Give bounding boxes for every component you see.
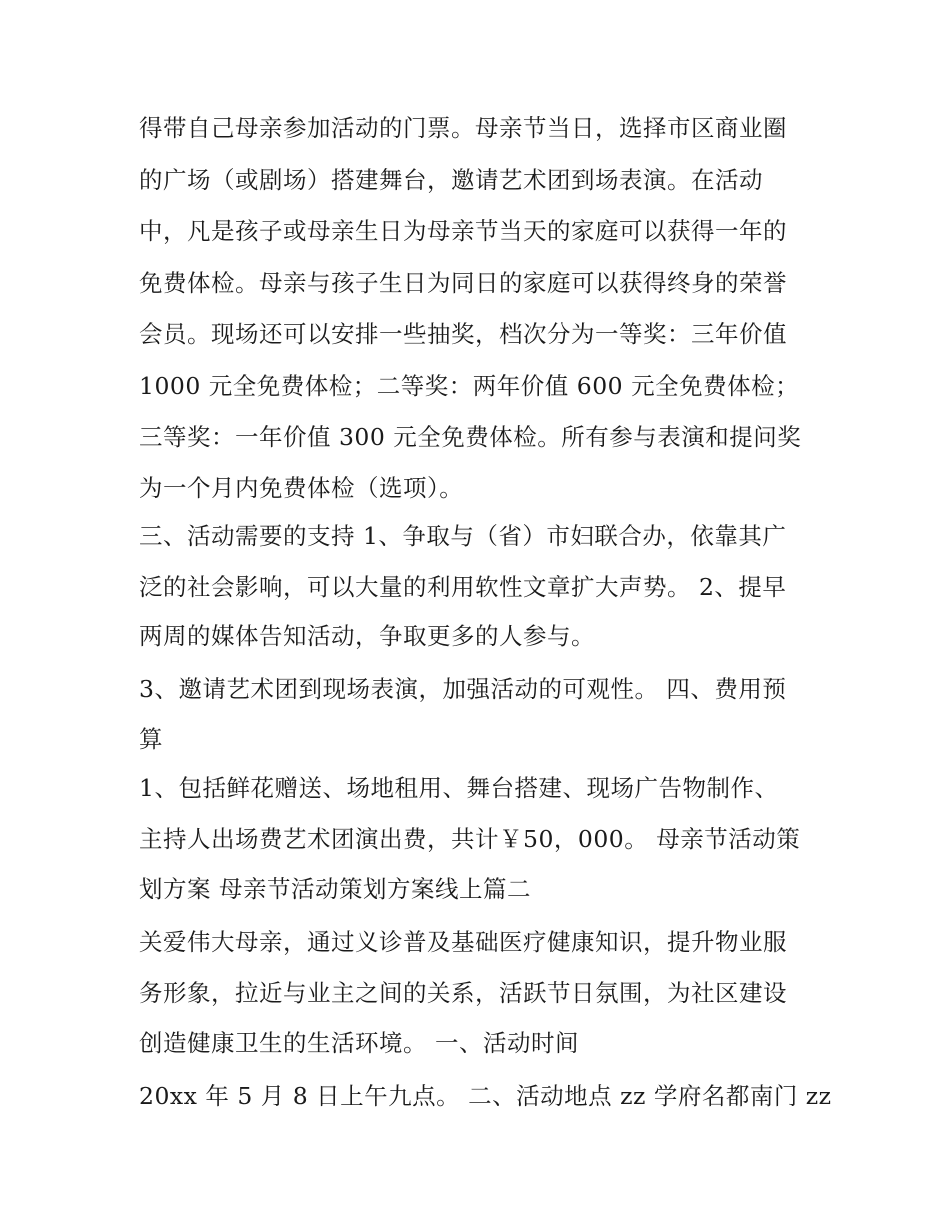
paragraph-line: 三等奖：一年价值 300 元全免费体检。所有参与表演和提问奖 [139, 423, 802, 451]
paragraph-line: 三、活动需要的支持 1、争取与（省）市妇联合办，依靠其广 [139, 522, 787, 550]
paragraph-line: 划方案 母亲节活动策划方案线上篇二 [139, 875, 531, 903]
paragraph-line: 的广场（或剧场）搭建舞台，邀请艺术团到场表演。在活动 [139, 166, 763, 194]
paragraph-line: 关爱伟大母亲，通过义诊普及基础医疗健康知识，提升物业服 [139, 928, 787, 956]
paragraph-line: 两周的媒体告知活动，争取更多的人参与。 [139, 622, 595, 650]
paragraph-line: 免费体检。母亲与孩子生日为同日的家庭可以获得终身的荣誉 [139, 269, 787, 297]
paragraph-line: 泛的社会影响，可以大量的利用软性文章扩大声势。 2、提早 [139, 573, 787, 601]
paragraph-line: 创造健康卫生的生活环境。 一、活动时间 [139, 1029, 579, 1057]
paragraph-line: 得带自己母亲参加活动的门票。母亲节当日，选择市区商业圈 [139, 114, 787, 142]
paragraph-line: 1000 元全免费体检；二等奖：两年价值 600 元全免费体检； [139, 372, 800, 400]
paragraph-line: 3、邀请艺术团到现场表演，加强活动的可观性。 四、费用预 [139, 675, 787, 703]
paragraph-line: 20xx 年 5 月 8 日上午九点。 二、活动地点 zz 学府名都南门 zz [139, 1082, 832, 1110]
paragraph-line: 中，凡是孩子或母亲生日为母亲节当天的家庭可以获得一年的 [139, 217, 787, 245]
paragraph-line: 算 [139, 725, 163, 753]
paragraph-line: 会员。现场还可以安排一些抽奖，档次分为一等奖：三年价值 [139, 320, 787, 348]
paragraph-line: 务形象，拉近与业主之间的关系，活跃节日氛围，为社区建设 [139, 979, 787, 1007]
paragraph-line: 为一个月内免费体检（选项）。 [139, 474, 464, 502]
paragraph-line: 主持人出场费艺术团演出费，共计￥50，000。 母亲节活动策 [139, 825, 801, 853]
paragraph-line: 1、包括鲜花赠送、场地租用、舞台搭建、现场广告物制作、 [139, 774, 779, 802]
